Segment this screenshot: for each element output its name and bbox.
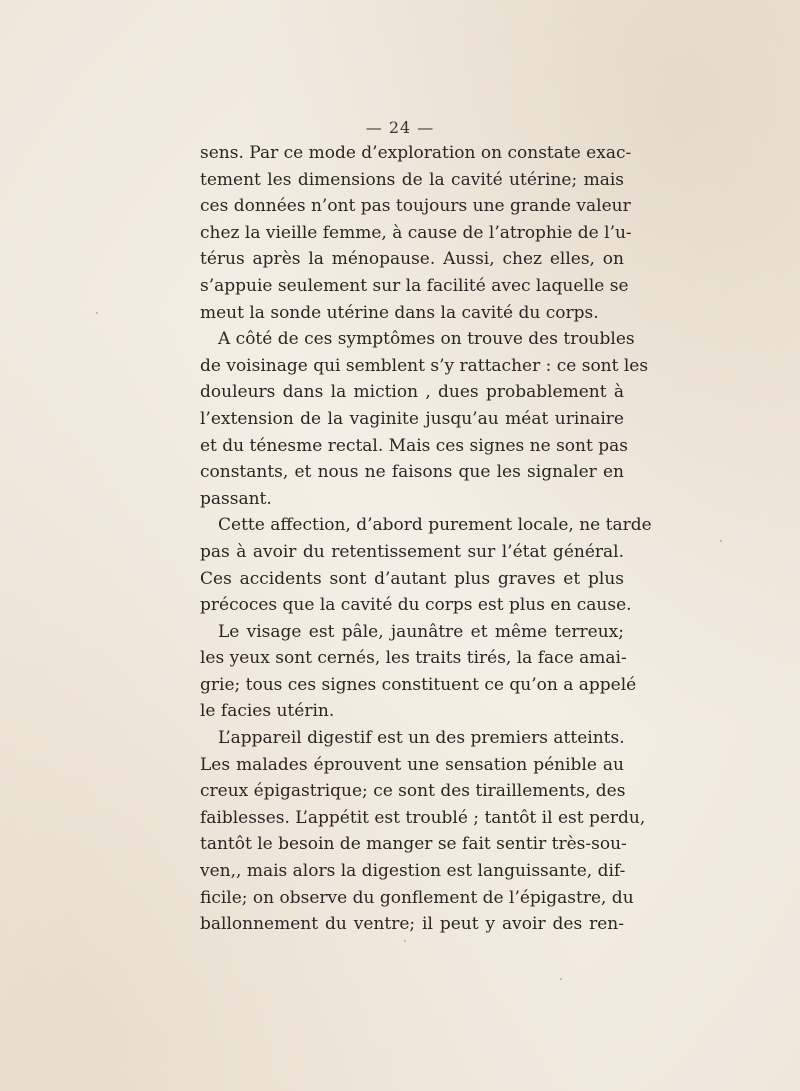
text-line: précoces que la cavité du corps est plus en cause. [200, 595, 632, 616]
text-line: ballonnement du ventre; il peut y avoir des ren- [200, 914, 624, 935]
text-line: chez la vieille femme, à cause de l’atrophie de l’u- [200, 222, 632, 243]
paper-speck [404, 940, 406, 942]
text-line: le facies utérin. [200, 701, 335, 722]
paper-speck [96, 312, 98, 314]
text-line: l’extension de la vaginite jusqu’au méat urinaire [200, 408, 624, 429]
text-line: Ces accidents sont d’autant plus graves et plus [200, 568, 624, 589]
text-line: tement les dimensions de la cavité utérine; mais [200, 169, 624, 190]
text-line: faiblesses. L’appétit est troublé ; tantôt il est perdu, [200, 807, 646, 828]
text-line: L’appareil digestif est un des premiers atteints. [218, 728, 625, 749]
text-line: et du ténesme rectal. Mais ces signes ne sont pas [200, 435, 628, 456]
text-line: les yeux sont cernés, les traits tirés, la face amai- [200, 648, 627, 669]
text-line: Le visage est pâle, jaunâtre et même terreux; [218, 621, 624, 642]
text-line: passant. [200, 488, 272, 509]
text-line: ven,, mais alors la digestion est languissante, dif- [200, 861, 626, 882]
text-line: de voisinage qui semblent s’y rattacher : ce sont les [200, 355, 649, 376]
paper-speck [720, 540, 722, 542]
body-text [200, 140, 652, 938]
text-line: térus après la ménopause. Aussi, chez elles, on [200, 249, 624, 270]
text-line: meut la sonde utérine dans la cavité du corps. [200, 302, 599, 323]
text-line: pas à avoir du retentissement sur l’état général. [200, 541, 624, 562]
text-line: ces données n’ont pas toujours une grande valeur [200, 196, 631, 217]
text-line: douleurs dans la miction , dues probablement à [200, 382, 624, 403]
text-line: grie; tous ces signes constituent ce qu’on a appelé [200, 674, 637, 695]
text-line: A côté de ces symptômes on trouve des troubles [218, 329, 635, 350]
text-line: s’appuie seulement sur la facilité avec laquelle se [200, 275, 629, 296]
page-number: — 24 — [365, 118, 435, 137]
text-line: sens. Par ce mode d’exploration on constate exac- [200, 143, 632, 163]
text-line: Cette affection, d’abord purement locale, ne tarde [218, 515, 652, 536]
text-line: tantôt le besoin de manger se fait sentir très-sou- [200, 834, 627, 855]
paper-speck [560, 978, 562, 980]
text-line: creux épigastrique; ce sont des tiraillements, des [200, 781, 626, 802]
text-line: ficile; on observe du gonflement de l’épigastre, du [200, 887, 634, 908]
text-line: Les malades éprouvent une sensation pénible au [200, 754, 624, 775]
text-line: constants, et nous ne faisons que les signaler en [200, 462, 624, 483]
